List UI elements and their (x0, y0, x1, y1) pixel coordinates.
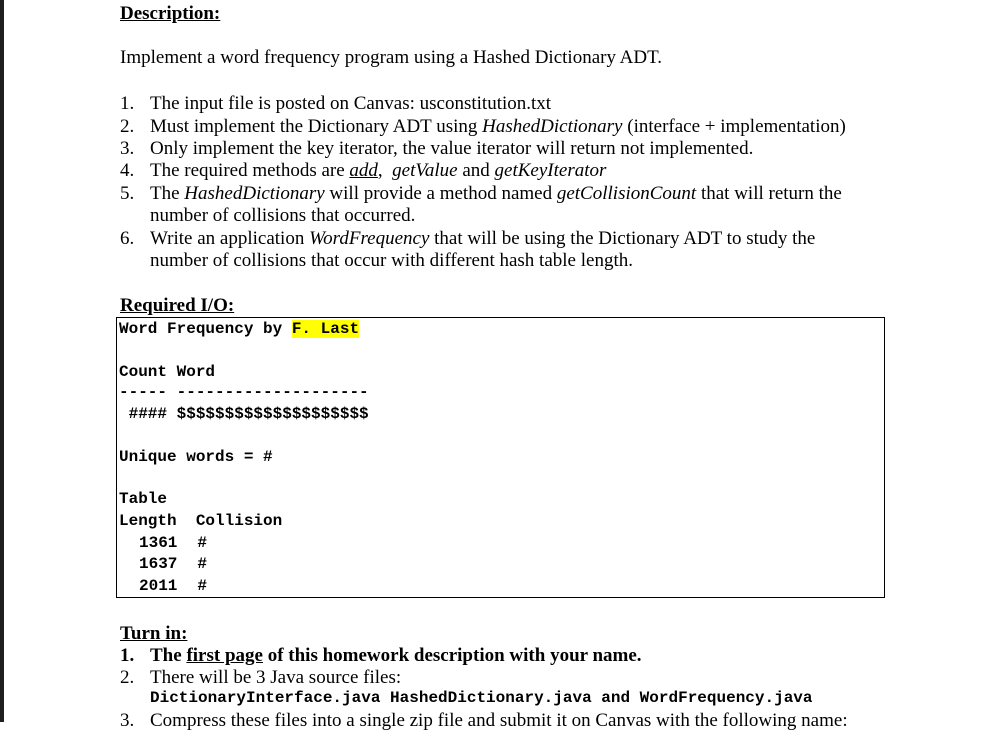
item-number: 5. (120, 183, 135, 204)
method-add: add (349, 160, 378, 181)
table-length: 1361 (139, 534, 178, 552)
output-title (119, 320, 359, 338)
table-row (139, 534, 207, 552)
item-number: 3. (120, 710, 135, 731)
table-length: 2011 (139, 577, 178, 595)
highlighted-name: F. Last (291, 320, 360, 338)
method-getkeyiterator: getKeyIterator (494, 160, 607, 181)
output-unique-words: Unique words = # (119, 448, 273, 466)
item-text: The required methods are (150, 160, 350, 181)
item-emphasis: HashedDictionary (184, 183, 325, 204)
item-text: Only implement the key iterator, the value iterator will return not implemented. (150, 138, 754, 159)
output-title-text: Word Frequency by (119, 320, 292, 338)
turn-in-item-1 (120, 645, 642, 667)
output-divider: ----- -------------------- (119, 383, 369, 401)
item-text: Must implement the Dictionary ADT using (150, 116, 483, 137)
item-text: that will return the (696, 183, 842, 204)
output-table-header: Length Collision (119, 512, 283, 530)
item-text: Compress these files into a single zip file and submit it on Canvas with the following name: (150, 710, 848, 731)
item-text: and (457, 160, 495, 181)
description-item-6-continued: number of collisions that occur with different hash table length. (150, 250, 633, 271)
turn-in-java-files: DictionaryInterface.java HashedDictionary.java and WordFrequency.java (150, 689, 813, 707)
output-table-label: Table (119, 490, 168, 508)
output-row: #### $$$$$$$$$$$$$$$$$$$$ (119, 405, 369, 423)
item-number: 4. (120, 160, 135, 181)
table-collision: # (197, 577, 208, 595)
table-row (139, 555, 207, 573)
description-item-2 (120, 116, 846, 138)
description-item-1 (120, 93, 551, 115)
item-emphasis: getCollisionCount (556, 183, 697, 204)
item-text: will provide a method named (324, 183, 557, 204)
table-collision: # (197, 534, 208, 552)
turn-in-item-2 (120, 667, 401, 689)
item-text: The (150, 645, 187, 666)
description-heading: Description: (120, 3, 221, 24)
item-text: Write an application (150, 228, 310, 249)
description-item-6 (120, 228, 815, 250)
item-number: 6. (120, 228, 135, 249)
output-column-header: Count Word (119, 363, 216, 381)
item-text: There will be 3 Java source files: (150, 667, 402, 688)
description-item-5 (120, 183, 842, 205)
turn-in-item-3 (120, 710, 848, 732)
description-item-3 (120, 138, 753, 160)
table-collision: # (197, 555, 208, 573)
item-text: The input file is posted on Canvas: usconstitution.txt (150, 93, 552, 114)
required-io-heading: Required I/O: (120, 295, 235, 316)
item-number: 3. (120, 138, 135, 159)
item-text: , (377, 160, 393, 181)
description-item-4 (120, 160, 606, 182)
table-length: 1637 (139, 555, 178, 573)
item-text: of this homework description with your name. (262, 645, 642, 666)
table-row (139, 577, 207, 595)
item-number: 1. (120, 645, 135, 666)
turn-in-heading: Turn in: (120, 623, 188, 644)
item-number: 2. (120, 116, 135, 137)
method-getvalue: getValue (392, 160, 458, 181)
description-item-5-continued: number of collisions that occurred. (150, 205, 416, 226)
item-emphasis: WordFrequency (309, 228, 430, 249)
item-number: 1. (120, 93, 135, 114)
item-text: (interface + implementation) (622, 116, 846, 137)
item-text: The (150, 183, 185, 204)
item-number: 2. (120, 667, 135, 688)
item-underlined: first page (186, 645, 263, 666)
item-text: that will be using the Dictionary ADT to study the (429, 228, 816, 249)
item-emphasis: HashedDictionary (482, 116, 623, 137)
description-intro: Implement a word frequency program using a Hashed Dictionary ADT. (120, 47, 663, 68)
